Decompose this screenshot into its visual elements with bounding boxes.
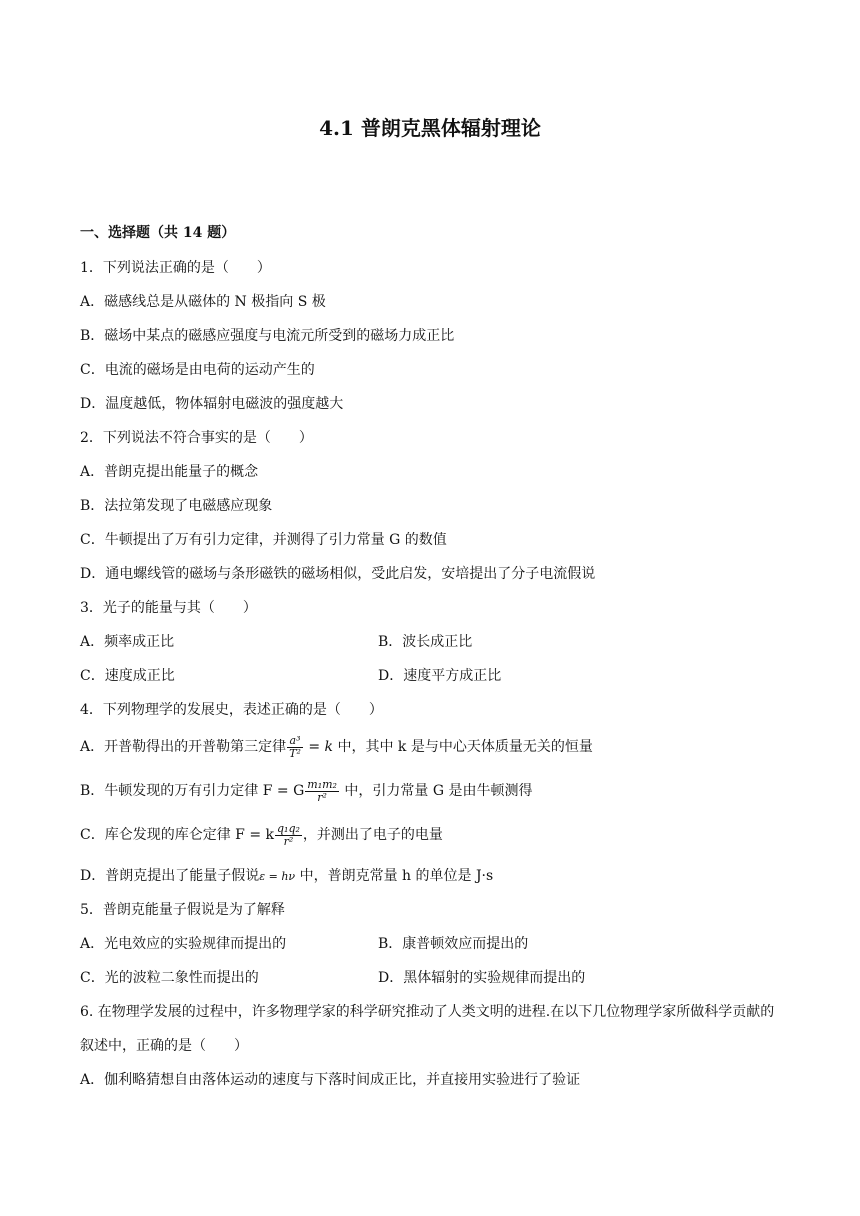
q2-option-a: A．普朗克提出能量子的概念 (80, 464, 259, 480)
q5-option-c: C．光的波粒二象性而提出的 (80, 970, 259, 986)
coulomb-fraction (275, 823, 302, 848)
planck-formula: ε = hν (259, 870, 296, 883)
q4-c-suffix: ，并测出了电子的电量 (302, 827, 443, 843)
q4-c-prefix: C．库仑发现的库仑定律 F = k (80, 827, 274, 843)
kepler-denominator: T² (289, 746, 301, 760)
q4-d-suffix: 中，普朗克常量 h 的单位是 J·s (295, 868, 494, 884)
q4-b-suffix: 中，引力常量 G 是由牛顿测得 (339, 783, 533, 799)
q5-stem: 5．普朗克能量子假说是为了解释 (80, 902, 285, 918)
kepler-fraction (287, 735, 303, 760)
q1-option-a: A．磁感线总是从磁体的 N 极指向 S 极 (80, 294, 326, 310)
q4-a-prefix: A．开普勒得出的开普勒第三定律 (80, 739, 287, 755)
q5-option-a: A．光电效应的实验规律而提出的 (80, 936, 287, 952)
q1-option-b: B．磁场中某点的磁感应强度与电流元所受到的磁场力成正比 (80, 328, 455, 344)
q6-stem: 6. 在物理学发展的过程中，许多物理学家的科学研究推动了人类文明的进程.在以下几位物理学家所做科学贡献的叙述中，正确的是（ ） (80, 1004, 775, 1054)
gravitation-fraction (305, 779, 339, 804)
coulomb-numerator: q₁q₂ (277, 821, 300, 835)
q4-b-prefix: B．牛顿发现的万有引力定律 F = G (80, 783, 305, 799)
q2-option-d: D．通电螺线管的磁场与条形磁铁的磁场相似，受此启发，安培提出了分子电流假说 (80, 566, 596, 582)
q4-option-c (80, 820, 443, 850)
section-heading: 一、选择题（共 14 题） (80, 225, 236, 241)
q3-option-b: B．波长成正比 (378, 634, 473, 650)
q2-stem: 2．下列说法不符合事实的是（ ） (80, 430, 313, 446)
q3-option-a: A．频率成正比 (80, 634, 175, 650)
q6-option-a: A．伽利略猜想自由落体运动的速度与下落时间成正比，并直接用实验进行了验证 (80, 1072, 581, 1088)
kepler-equals: = k (303, 739, 333, 755)
coulomb-denominator: r² (283, 834, 294, 848)
q1-option-c: C．电流的磁场是由电荷的运动产生的 (80, 362, 315, 378)
q1-stem: 1．下列说法正确的是（ ） (80, 260, 271, 276)
q4-option-a (80, 732, 593, 762)
q2-option-c: C．牛顿提出了万有引力定律，并测得了引力常量 G 的数值 (80, 532, 447, 548)
gravitation-numerator: m₁m₂ (307, 777, 337, 791)
q2-option-b: B．法拉第发现了电磁感应现象 (80, 498, 273, 514)
q4-d-prefix: D．普朗克提出了能量子假说 (80, 868, 260, 884)
q4-option-b (80, 776, 533, 806)
q4-stem: 4．下列物理学的发展史，表述正确的是（ ） (80, 702, 383, 718)
page-title: 4.1 普朗克黑体辐射理论 (319, 116, 541, 140)
q4-a-suffix: 中，其中 k 是与中心天体质量无关的恒量 (333, 739, 593, 755)
q3-option-c: C．速度成正比 (80, 668, 175, 684)
q3-stem: 3．光子的能量与其（ ） (80, 600, 257, 616)
q5-option-b: B．康普顿效应而提出的 (378, 936, 529, 952)
q5-option-d: D．黑体辐射的实验规律而提出的 (378, 970, 586, 986)
kepler-numerator: a³ (287, 735, 303, 748)
q1-option-d: D．温度越低，物体辐射电磁波的强度越大 (80, 396, 344, 412)
q4-option-d (80, 866, 493, 887)
q3-option-d: D．速度平方成正比 (378, 668, 502, 684)
gravitation-denominator: r² (317, 790, 327, 804)
